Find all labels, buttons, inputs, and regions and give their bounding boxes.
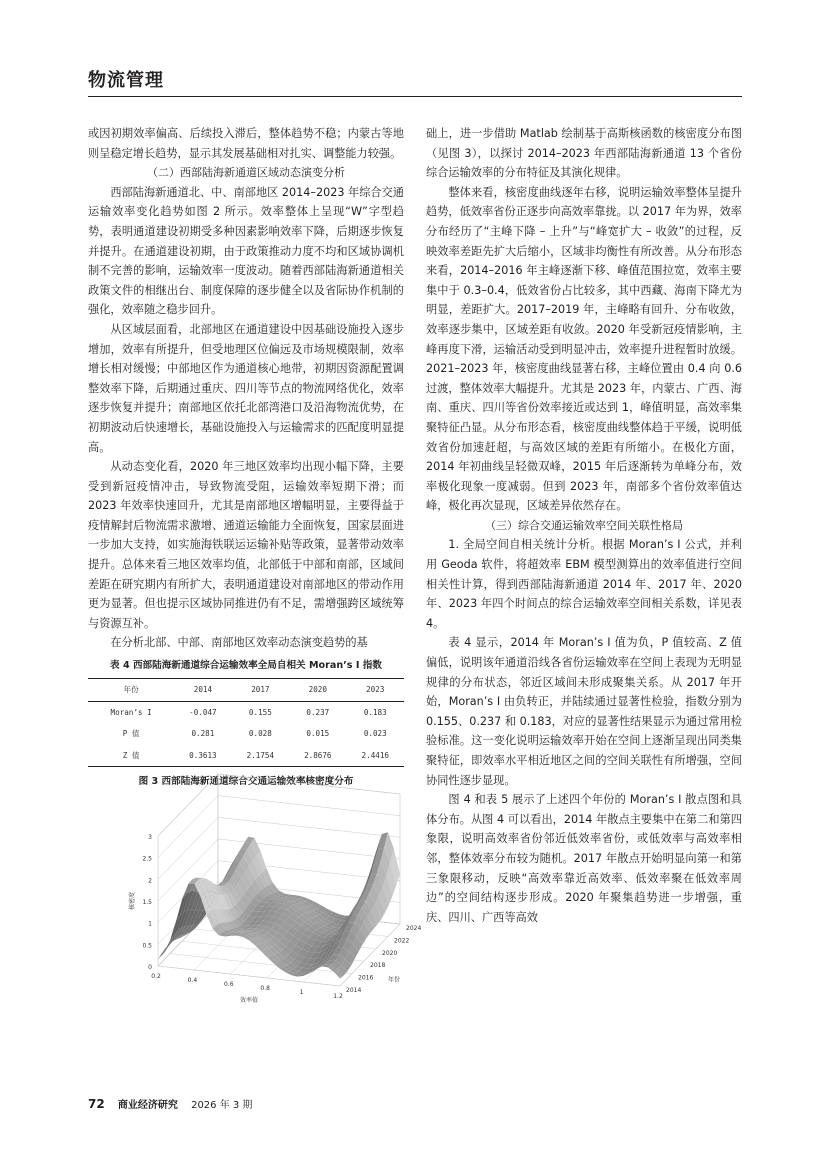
z-tick-label: 1 — [148, 921, 152, 929]
z-axis-title: 核密度 — [129, 892, 136, 911]
right-column — [426, 124, 742, 927]
table-cell: 0.281 — [191, 729, 215, 739]
z-tick-label: 0 — [148, 964, 152, 972]
kernel-density-plot — [88, 794, 422, 1034]
table-cell: 0.015 — [306, 729, 330, 739]
moran-table — [88, 678, 404, 767]
y-tick-label: 2024 — [406, 925, 422, 933]
x-tick-label: 0.8 — [260, 985, 270, 993]
table-cell: 0.028 — [248, 729, 272, 739]
table-header-cell: 2023 — [347, 679, 404, 702]
table-header-cell: 2014 — [174, 679, 231, 702]
z-gridline — [158, 818, 400, 880]
paragraph: 从区域层面看，北部地区在通道建设中因基础设施投入逐步增加，效率有所提升，但受地理区位偏远及市场规模限制，效率增长相对缓慢；中部地区作为通道核心地带，初期因资源配置调整效率下降，后期通过重庆、四川等节点的物流网络优化，效率逐步恢复并提升；南部地区依托北部湾港口及沿海物流优势，在初期波动后快速增长，基础设施投入与运输需求的匹配度明显提高。 — [88, 322, 404, 454]
table-cell: 0.183 — [363, 707, 387, 717]
table-row — [88, 701, 404, 723]
y-tick-label: 2016 — [358, 975, 374, 983]
x-tick-label: 0.2 — [151, 973, 161, 981]
y-tick-label: 2022 — [394, 937, 410, 945]
table-cell: -0.047 — [189, 707, 217, 717]
x-axis-title: 效率值 — [239, 997, 259, 1005]
left-column — [88, 124, 422, 1041]
table-cell: 0.023 — [363, 729, 387, 739]
z-tick-label: 0.5 — [142, 942, 152, 950]
z-tick-label: 2 — [148, 877, 152, 885]
y-tick-label: 2018 — [370, 962, 386, 970]
figure-caption: 图 3 西部陆海新通道综合交通运输效率核密度分布 — [138, 776, 354, 788]
z-tick-label: 1.5 — [142, 899, 152, 907]
running-header-title: 物流管理 — [88, 70, 164, 91]
x-tick-label: 1 — [299, 989, 304, 997]
y-tick-label: 2020 — [382, 950, 398, 958]
table-cell: 0.155 — [248, 707, 272, 717]
header-rule — [88, 96, 742, 97]
paragraph: 或因初期效率偏高、后续投入滞后，整体趋势不稳；内蒙古等地则呈稳定增长趋势，显示其发展基础相对扎实、调整能力较强。 — [88, 127, 404, 160]
table-cell: P 值 — [122, 729, 140, 739]
table-cell: Moran’s I — [110, 707, 152, 717]
table-cell: 0.237 — [306, 707, 330, 717]
table-header-cell: 年份 — [88, 679, 174, 702]
table-cell: 2.4416 — [347, 745, 404, 767]
density-surface — [158, 833, 400, 979]
x-tick-label: 0.4 — [187, 977, 198, 985]
z-tick-label: 3 — [148, 834, 152, 842]
paragraph: 1. 全局空间自相关统计分析。根据 Moran’s I 公式，并利用 Geoda 软件，将超效率 EBM 模型测算出的效率值进行空间相关性计算，得到西部陆海新通道 2014 年、2017 年、2020 年、2023 年四个时间点的综合运输效率空间相关系数，详见表 4。 — [426, 538, 742, 630]
z-tick-label: 2.5 — [142, 856, 152, 864]
x-tick-label: 1.2 — [333, 993, 343, 1001]
issue-label: 2026 年 3 期 — [191, 1100, 253, 1111]
paragraph: 在分析北部、中部、南部地区效率动态演变趋势的基 — [110, 636, 368, 650]
z-gridline — [158, 796, 400, 858]
journal-name: 商业经济研究 — [117, 1100, 178, 1111]
table-cell: 0.3613 — [174, 745, 231, 767]
x-tick-label: 0.6 — [224, 981, 234, 989]
page-number: 72 — [88, 1097, 105, 1111]
surface-patch — [164, 935, 174, 953]
paragraph: 西部陆海新通道北、中、南部地区 2014–2023 年综合交通运输效率变化趋势如图 2 所示。效率整体上呈现“W”字型趋势，表明通道建设初期受多种因素影响效率下降，后期逐步恢复并提升。在通道建设初期，由于政策推动力度不均和区域协调机制不完善的影响，运输效率一度波动。随着西部陆海新通道相关政策文件的相继出台、制度保障的逐步健全以及省际协作机制的强化，效率随之稳步回升。 — [88, 185, 404, 317]
table-cell: Z 值 — [88, 745, 174, 767]
y-tick-label: 2014 — [346, 987, 362, 995]
table-row — [88, 723, 404, 745]
y-axis-title: 年份 — [388, 976, 401, 984]
page-footer — [88, 1096, 252, 1111]
table-header-cell: 2020 — [289, 679, 346, 702]
paragraph: 从动态变化看，2020 年三地区效率均出现小幅下降，主要受到新冠疫情冲击，导致物流受阻，运输效率短期下滑；而 2023 年效率快速回升，尤其是南部地区增幅明显，主要得益于疫情解封后物流需求激增、通道运输能力全面恢复，国家层面进一步加大支持，如实施海铁联运运输补贴等政策，显著带动效率提升。总体来看三地区效率均值，北部低于中部和南部，区域间差距在研究期内有所扩大，表明通道建设对南部地区的带动作用更为显著。但也提示区域协同推进仍有不足，需增强跨区域统筹与资源互补。 — [88, 460, 404, 630]
table-header-row — [88, 679, 404, 702]
paragraph: 整体来看，核密度曲线逐年右移，说明运输效率整体呈提升趋势，低效率省份正逐步向高效率靠拢。以 2017 年为界，效率分布经历了“主峰下降 – 上升”与“峰宽扩大 – 收敛”的过程，反映效率差距先扩大后缩小，区域非均衡性有所改善。从分布形态来看，2014–2016 年主峰逐渐下移、峰值范围拉宽，效率主要集中于 0.3–0.4，低效省份占比较多，其中西藏、海南下降尤为明显，差距扩大。2017–2019 年，主峰略有回升、分布收敛，效率逐步集中，区域差距有收敛。2020 年受新冠疫情影响，主峰再度下滑，运输活动受到明显冲击，效率提升进程暂时放缓。2021–2023 年，核密度曲线显著右移，主峰位置由 0.4 向 0.6 过渡，整体效率大幅提升。尤其是 2023 年，内蒙古、广西、海南、重庆、四川等省份效率接近或达到 1，峰值明显，高效率集聚特征凸显。从分布形态看，核密度曲线整体趋于平缓，说明低效省份加速赶超，与高效区域的差距有所缩小。在极化方面，2014 年初曲线呈轻微双峰，2015 年后逐渐转为单峰分布，效率极化现象一度减弱。但到 2023 年，南部多个省份效率值达峰，极化再次显现，区域差异依然存在。 — [426, 185, 742, 513]
section-heading: （二）西部陆海新通道区域动态演变分析 — [147, 166, 345, 180]
table-caption: 表 4 西部陆海新通道综合运输效率全局自相关 Moran’s I 指数 — [110, 660, 382, 672]
paragraph: 表 4 显示，2014 年 Moran’s I 值为负，P 值较高、Z 值偏低，说明该年通道沿线各省份运输效率在空间上表现为无明显规律的分布状态，邻近区域间未形成聚集关系。从 2017 年开始，Moran’s I 由负转正，并陆续通过显著性检验，指数分别为 0.155、0.237 和 0.183，对应的显著性结果显示为通过常用检验标准。这一变化说明运输效率开始在空间上逐渐呈现出同类集聚特征，即效率水平相近地区之间的空间关联性有所增强，空间协同性逐步显现。 — [426, 636, 742, 787]
table-cell: 2.8676 — [289, 745, 346, 767]
paragraph: 图 4 和表 5 展示了上述四个年份的 Moran’s I 散点图和具体分布。从图 4 可以看出，2014 年散点主要集中在第二和第四象限，说明高效率省份邻近低效率省份，或低效率与高效率相邻，整体效率分布较为随机。2017 年散点开始明显向第一和第三象限移动，反映“高效率靠近高效率、低效率聚在低效率周边”的空间结构逐步形成。2020 年聚集趋势进一步增强，重庆、四川、广西等高效 — [426, 793, 742, 924]
table-row — [88, 745, 404, 767]
section-heading: （三）综合交通运输效率空间关联性格局 — [485, 518, 683, 532]
table-header-cell: 2017 — [232, 679, 289, 702]
table-cell: 2.1754 — [232, 745, 289, 767]
figure-3 — [88, 794, 422, 1041]
paragraph: 础上，进一步借助 Matlab 绘制基于高斯核函数的核密度分布图（见图 3），以探讨 2014–2023 年西部陆海新通道 13 个省份综合运输效率的分布特征及其演化规律。 — [426, 127, 742, 180]
